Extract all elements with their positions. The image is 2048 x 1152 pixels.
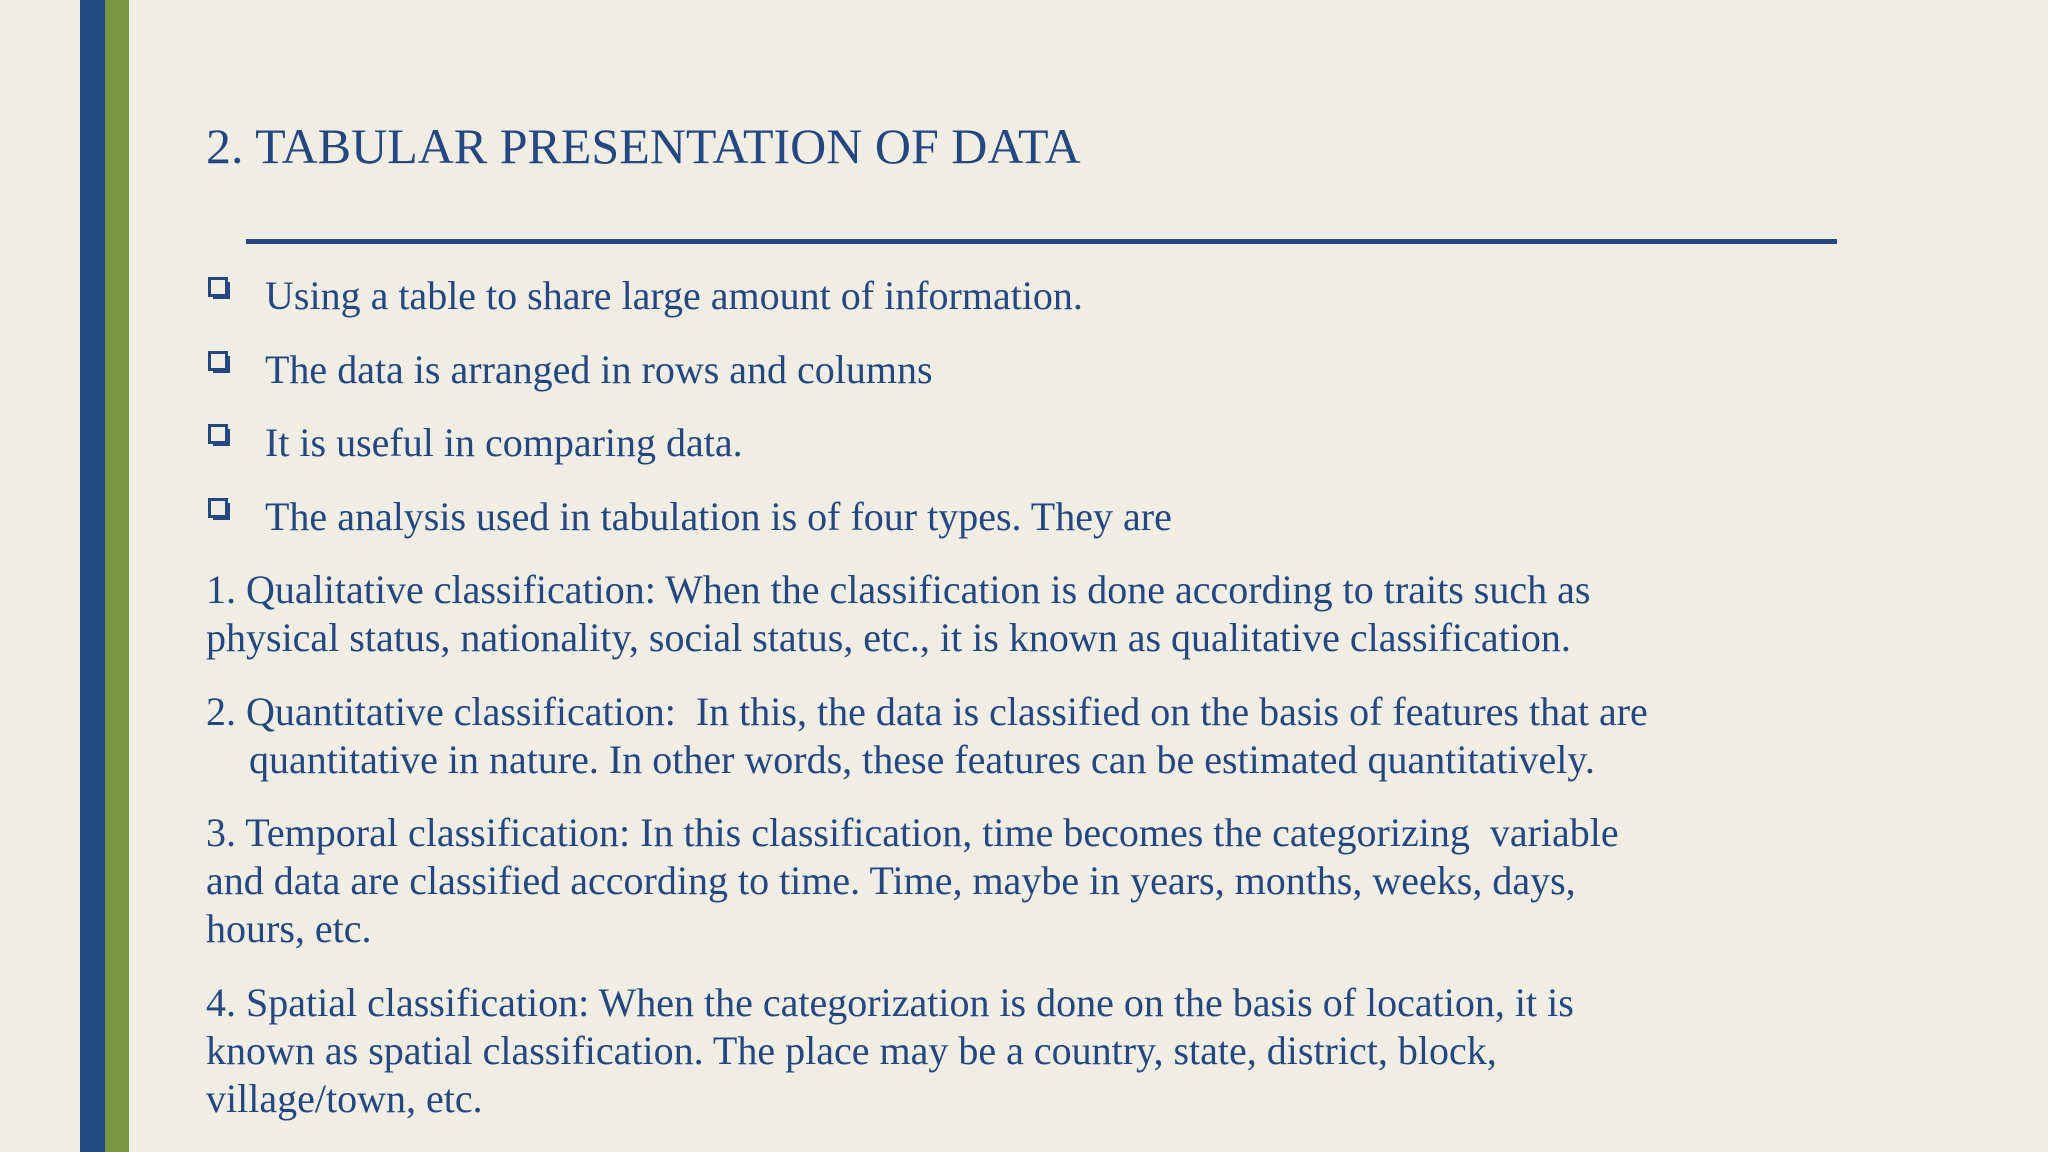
paragraph-line: 1. Qualitative classification: When the classification is done according to traits such as xyxy=(206,567,1591,612)
slide-content xyxy=(206,272,1906,1148)
bullet-item xyxy=(206,493,1906,541)
checkbox-square-icon xyxy=(208,498,232,522)
paragraph-line: 2. Quantitative classification: In this, the data is classified on the basis of features that are xyxy=(206,688,1648,734)
bullet-item xyxy=(206,272,1906,320)
slide-title: 2. TABULAR PRESENTATION OF DATA xyxy=(206,118,1081,174)
classification-qualitative xyxy=(206,566,1906,662)
bullet-text: It is useful in comparing data. xyxy=(265,420,743,465)
classification-spatial xyxy=(206,979,1906,1123)
paragraph-line: known as spatial classification. The place may be a country, state, district, block, xyxy=(206,1027,1497,1073)
paragraph-line: village/town, etc. xyxy=(206,1075,483,1121)
paragraph-line: 4. Spatial classification: When the categorization is done on the basis of location, it is xyxy=(206,979,1574,1025)
checkbox-square-icon xyxy=(208,351,232,375)
paragraph-line: 3. Temporal classification: In this classification, time becomes the categorizing variable xyxy=(206,810,1619,855)
paragraph-line: hours, etc. xyxy=(206,906,372,951)
left-accent-bar-green xyxy=(105,0,129,1152)
classification-temporal xyxy=(206,809,1906,953)
paragraph-line: quantitative in nature. In other words, these features can be estimated quantitatively. xyxy=(249,736,1595,782)
bullet-text: The analysis used in tabulation is of four types. They are xyxy=(265,493,1172,539)
bullet-text: Using a table to share large amount of information. xyxy=(265,273,1083,318)
checkbox-square-icon xyxy=(208,424,232,448)
paragraph-line: physical status, nationality, social status, etc., it is known as qualitative classification. xyxy=(206,615,1571,660)
left-accent-bar-blue xyxy=(80,0,105,1152)
classification-quantitative xyxy=(206,688,1906,784)
bullet-text: The data is arranged in rows and columns xyxy=(265,346,933,392)
bullet-item xyxy=(206,346,1906,394)
paragraph-line: and data are classified according to time. Time, maybe in years, months, weeks, days, xyxy=(206,858,1576,903)
title-underline xyxy=(246,239,1837,244)
bullet-item xyxy=(206,419,1906,467)
checkbox-square-icon xyxy=(208,277,232,301)
